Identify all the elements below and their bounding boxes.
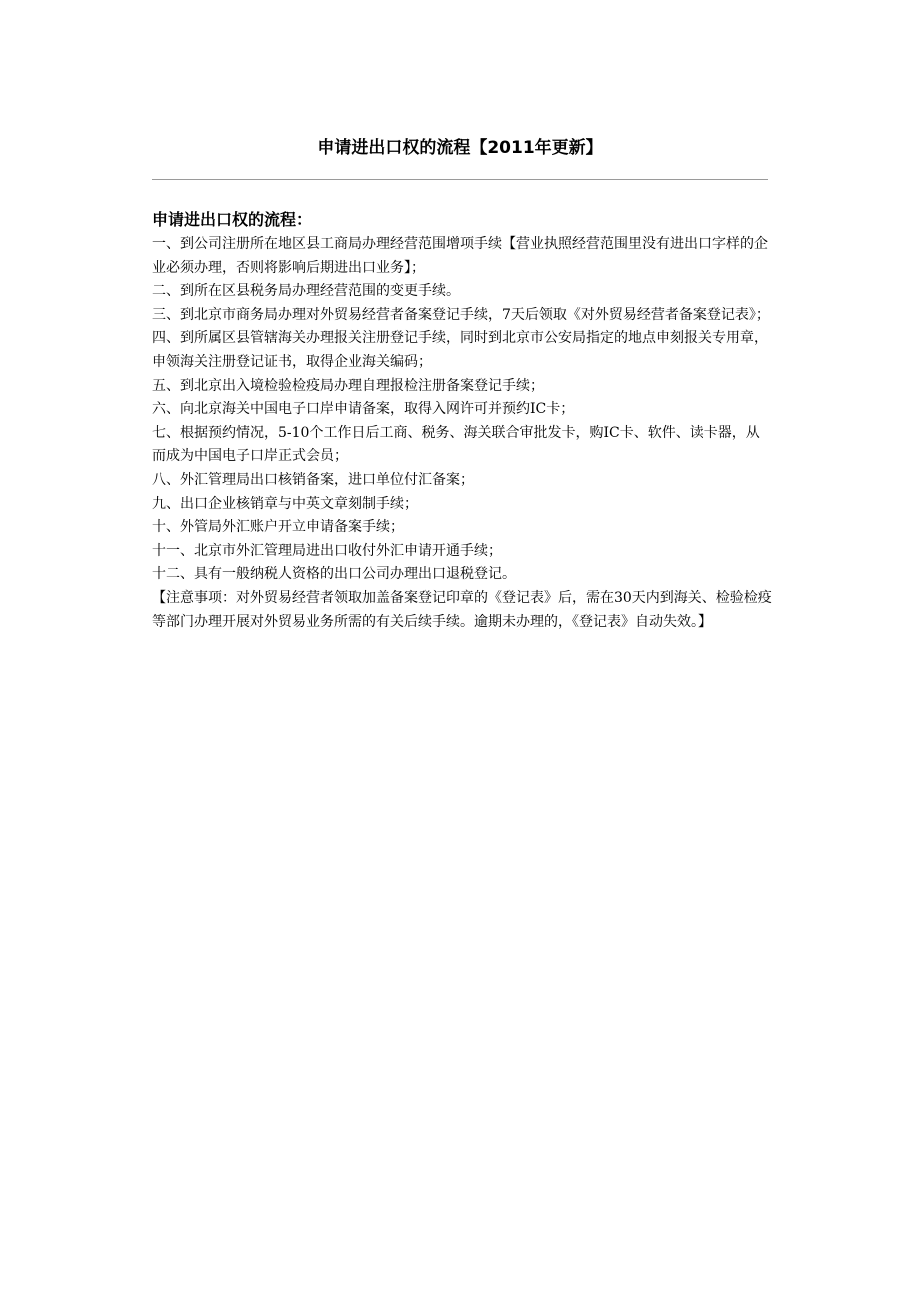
document-title: 申请进出口权的流程【2011年更新】: [317, 138, 603, 158]
process-step-9: 九、出口企业核销章与中英文章刻制手续；: [152, 495, 418, 512]
process-step-3: 三、到北京市商务局办理对外贸易经营者备案登记手续，7天后领取《对外贸易经营者备案登记表》；: [152, 306, 770, 323]
process-step-11: 十一、北京市外汇管理局进出口收付外汇申请开通手续；: [152, 542, 502, 559]
process-step-8: 八、外汇管理局出口核销备案，进口单位付汇备案；: [152, 471, 474, 488]
process-step-4: 四、到所属区县管辖海关办理报关注册登记手续，同时到北京市公安局指定的地点申刻报关专用章，申领海关注册登记证书，取得企业海关编码；: [152, 330, 768, 370]
process-step-5: 五、到北京出入境检验检疫局办理自理报检注册备案登记手续；: [152, 377, 544, 394]
process-step-10: 十、外管局外汇账户开立申请备案手续；: [152, 519, 404, 536]
process-step-6: 六、向北京海关中国电子口岸申请备案，取得入网许可并预约IC卡；: [152, 401, 575, 418]
process-step-1: 一、到公司注册所在地区县工商局办理经营范围增项手续【营业执照经营范围里没有进出口字样的企业必须办理，否则将影响后期进出口业务】；: [152, 236, 768, 276]
document-body: [152, 207, 772, 634]
process-step-12: 十二、具有一般纳税人资格的出口公司办理出口退税登记。: [152, 566, 516, 583]
section-heading: 申请进出口权的流程：: [152, 210, 313, 229]
process-step-2: 二、到所在区县税务局办理经营范围的变更手续。: [152, 283, 460, 300]
process-steps-list: [152, 233, 772, 587]
process-step-7: 七、根据预约情况，5-10个工作日后工商、税务、海关联合审批发卡，购IC卡、软件、读卡器，从而成为中国电子口岸正式会员；: [152, 424, 760, 465]
title-divider: [152, 179, 768, 180]
notice-paragraph: 【注意事项：对外贸易经营者领取加盖备案登记印章的《登记表》后，需在30天内到海关、检验检疫等部门办理开展对外贸易业务所需的有关后续手续。逾期未办理的，《登记表》自动失效。】: [152, 589, 772, 630]
